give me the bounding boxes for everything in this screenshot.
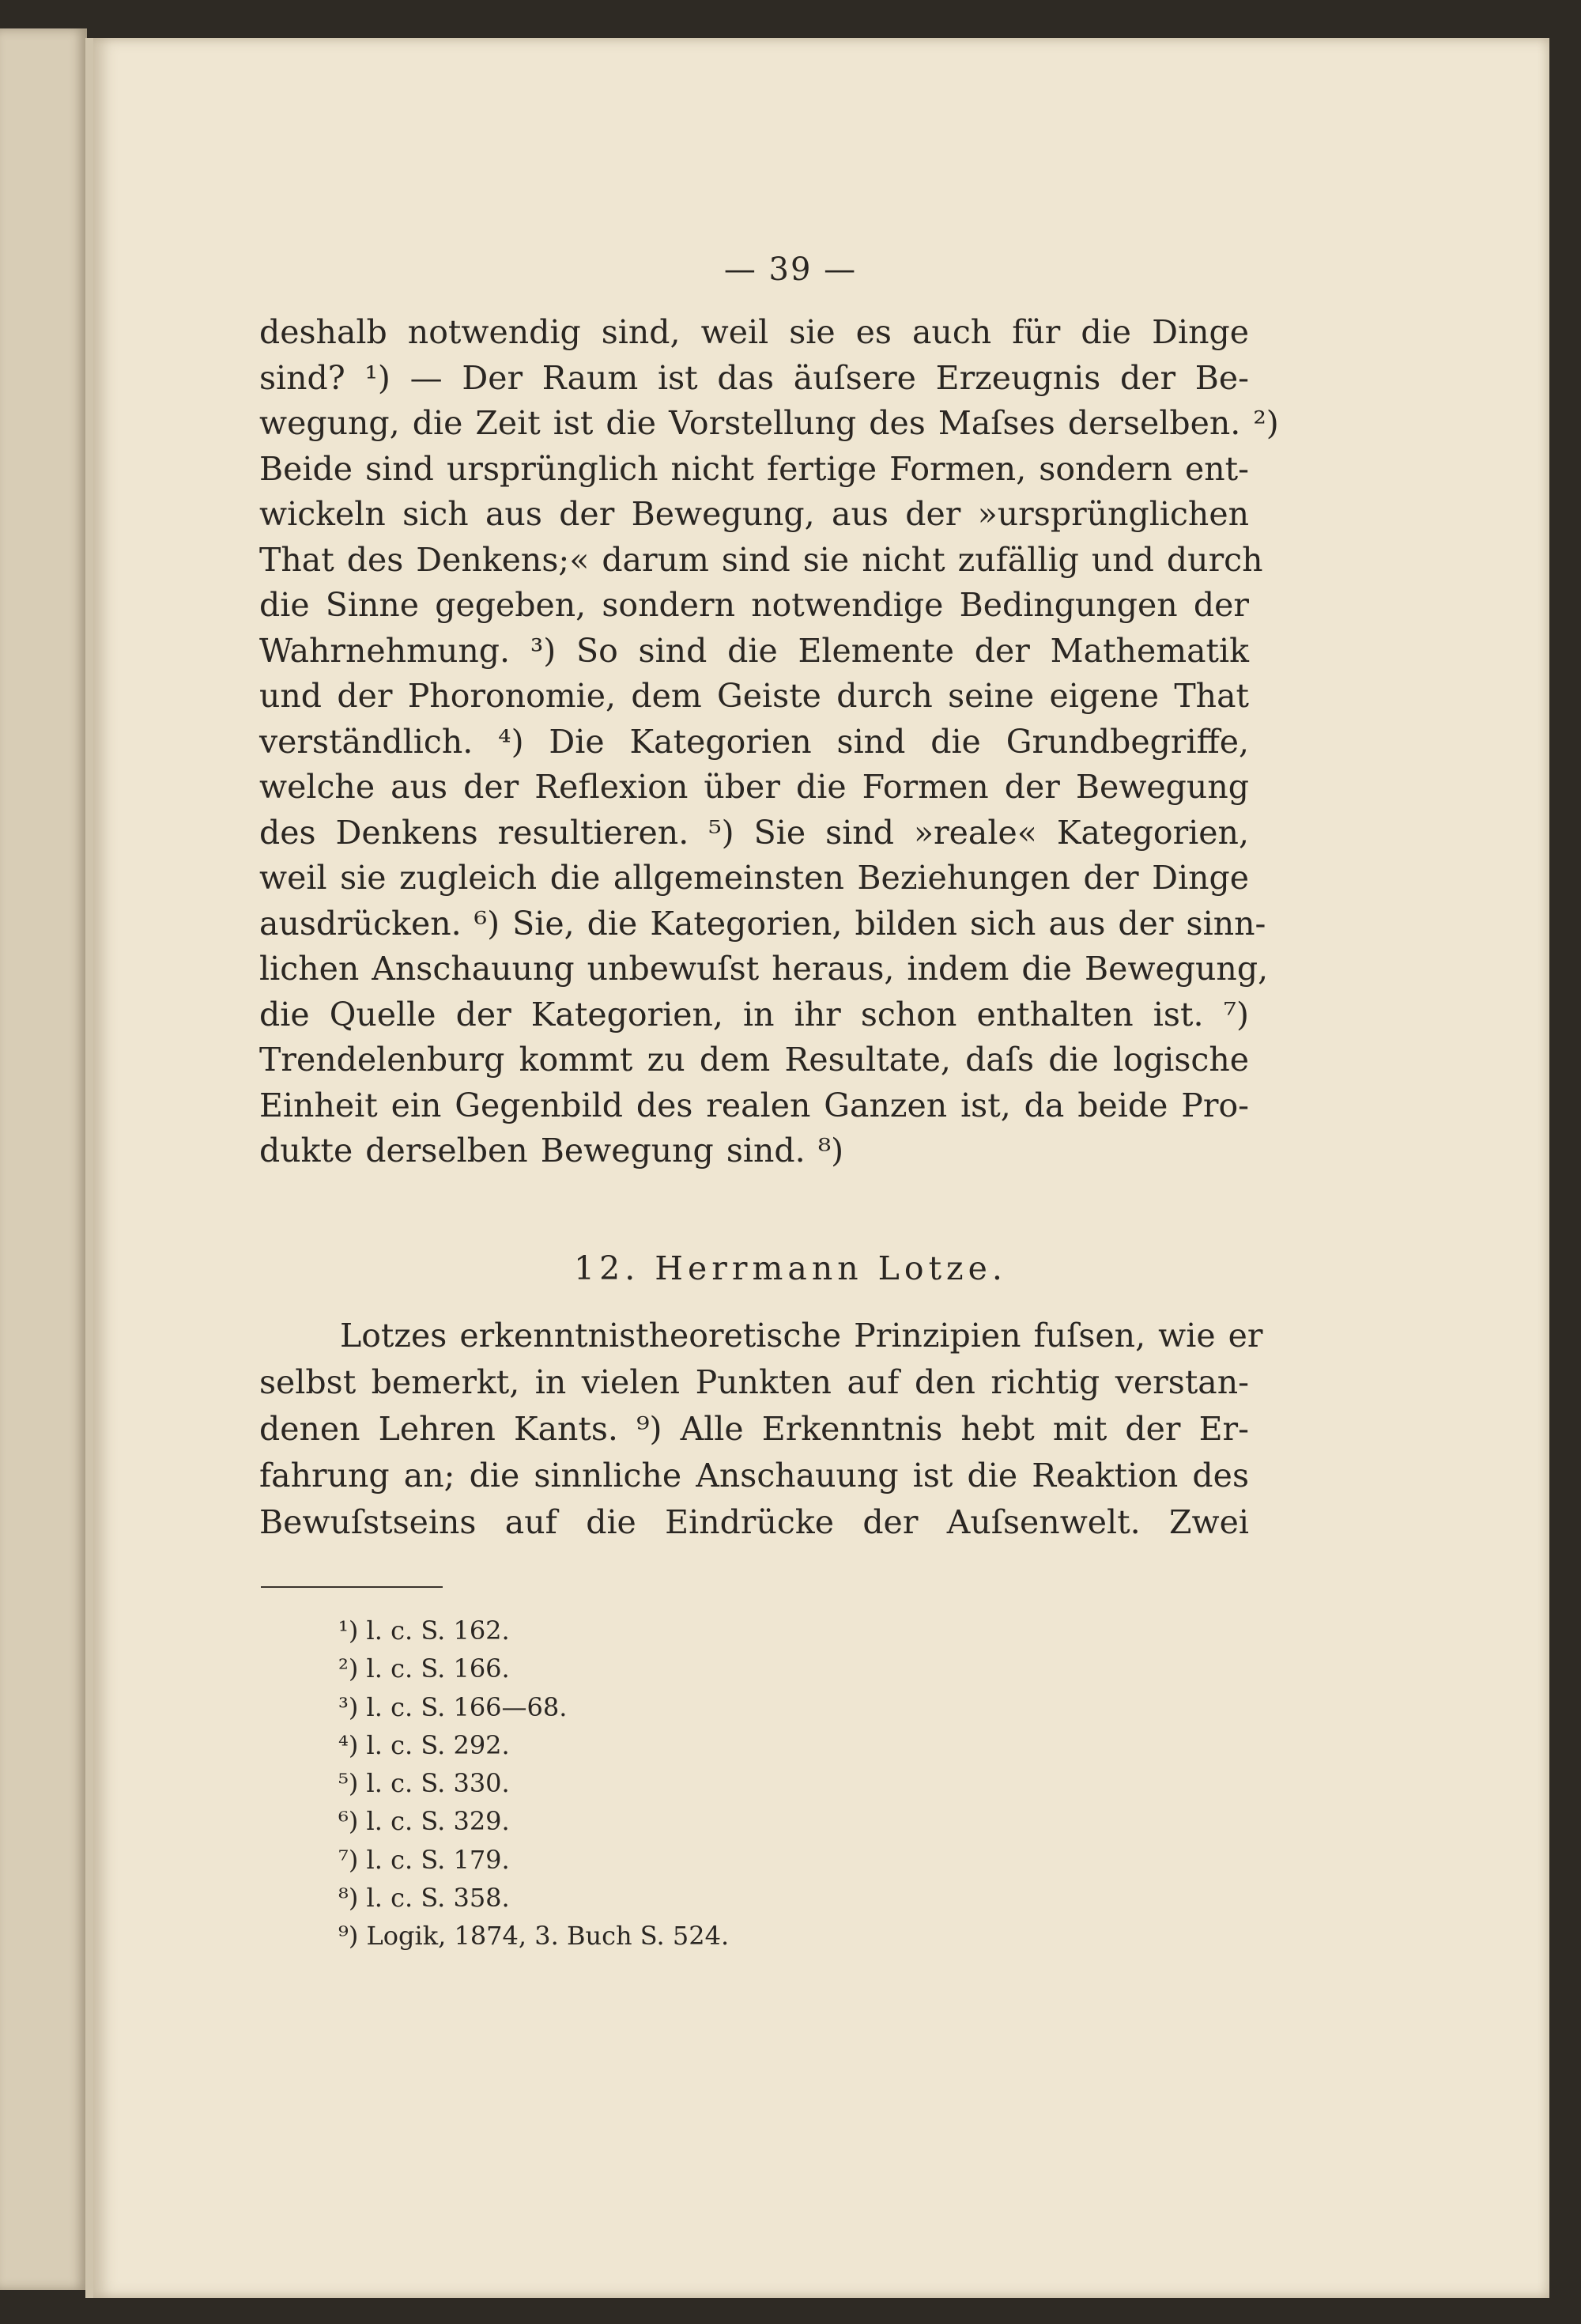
footnote: ⁹) Logik, 1874, 3. Buch S. 524. xyxy=(338,1921,730,1952)
text-line: selbst bemerkt, in vielen Punkten auf den richtig verstan- xyxy=(259,1363,1249,1401)
page-number: — 39 — xyxy=(723,251,858,288)
text-line: wickeln sich aus der Bewegung, aus der »ursprünglichen xyxy=(259,495,1249,533)
footnote: ²) l. c. S. 166. xyxy=(338,1653,510,1684)
text-line: die Sinne gegeben, sondern notwendige Bedingungen der xyxy=(259,586,1249,624)
footnote: ⁵) l. c. S. 330. xyxy=(338,1768,510,1799)
text-line: ausdrücken. ⁶) Sie, die Kategorien, bilden sich aus der sinn- xyxy=(259,904,1266,943)
text-line: Beide sind ursprünglich nicht fertige Formen, sondern ent- xyxy=(259,449,1249,488)
text-line: Bewuſstseins auf die Eindrücke der Auſsenwelt. Zwei xyxy=(259,1503,1249,1541)
text-line: und der Phoronomie, dem Geiste durch seine eigene That xyxy=(259,677,1249,715)
text-line: verständlich. ⁴) Die Kategorien sind die Grundbegriffe, xyxy=(259,722,1249,761)
facing-page-edge xyxy=(0,28,87,2290)
text-line: Wahrnehmung. ³) So sind die Elemente der Mathematik xyxy=(259,631,1249,670)
text-line: Einheit ein Gegenbild des realen Ganzen ist, da beide Pro- xyxy=(259,1086,1249,1124)
footnote: ¹) l. c. S. 162. xyxy=(338,1615,510,1646)
paragraph-text xyxy=(259,1313,1263,1546)
footnote-separator xyxy=(261,1586,443,1588)
text-line: deshalb notwendig sind, weil sie es auch für die Dinge xyxy=(259,313,1249,351)
footnote: ⁴) l. c. S. 292. xyxy=(338,1729,510,1760)
text-line: Trendelenburg kommt zu dem Resultate, daſs die logische xyxy=(259,1041,1249,1079)
text-line: des Denkens resultieren. ⁵) Sie sind »reale« Kategorien, xyxy=(259,813,1249,852)
footnote: ⁷) l. c. S. 179. xyxy=(338,1844,510,1875)
text-line: weil sie zugleich die allgemeinsten Beziehungen der Dinge xyxy=(259,859,1249,897)
footnote: ⁶) l. c. S. 329. xyxy=(338,1806,510,1837)
footnote: ³) l. c. S. 166—68. xyxy=(338,1691,568,1722)
text-line: fahrung an; die sinnliche Anschauung ist die Reaktion des xyxy=(259,1457,1249,1495)
text-line: dukte derselben Bewegung sind. ⁸) xyxy=(259,1132,844,1170)
footnotes xyxy=(338,1612,971,1956)
text-line: lichen Anschauung unbewuſst heraus, indem die Bewegung, xyxy=(259,950,1269,988)
text-line: denen Lehren Kants. ⁹) Alle Erkenntnis hebt mit der Er- xyxy=(259,1410,1249,1448)
text-line: sind? ¹) — Der Raum ist das äuſsere Erzeugnis der Be- xyxy=(259,358,1249,397)
text-line: That des Denkens;« darum sind sie nicht zufällig und durch xyxy=(259,540,1263,579)
footnote: ⁸) l. c. S. 358. xyxy=(338,1883,510,1914)
body-text xyxy=(259,310,1279,1174)
text-line: welche aus der Reflexion über die Formen der Bewegung xyxy=(259,768,1249,806)
section-heading: 12. Herrmann Lotze. xyxy=(574,1249,1007,1287)
text-line: Lotzes erkenntnistheoretische Prinzipien fuſsen, wie er xyxy=(340,1317,1263,1355)
text-line: die Quelle der Kategorien, in ihr schon enthalten ist. ⁷) xyxy=(259,995,1249,1034)
text-line: wegung, die Zeit ist die Vorstellung des Maſses derselben. ²) xyxy=(259,404,1279,442)
